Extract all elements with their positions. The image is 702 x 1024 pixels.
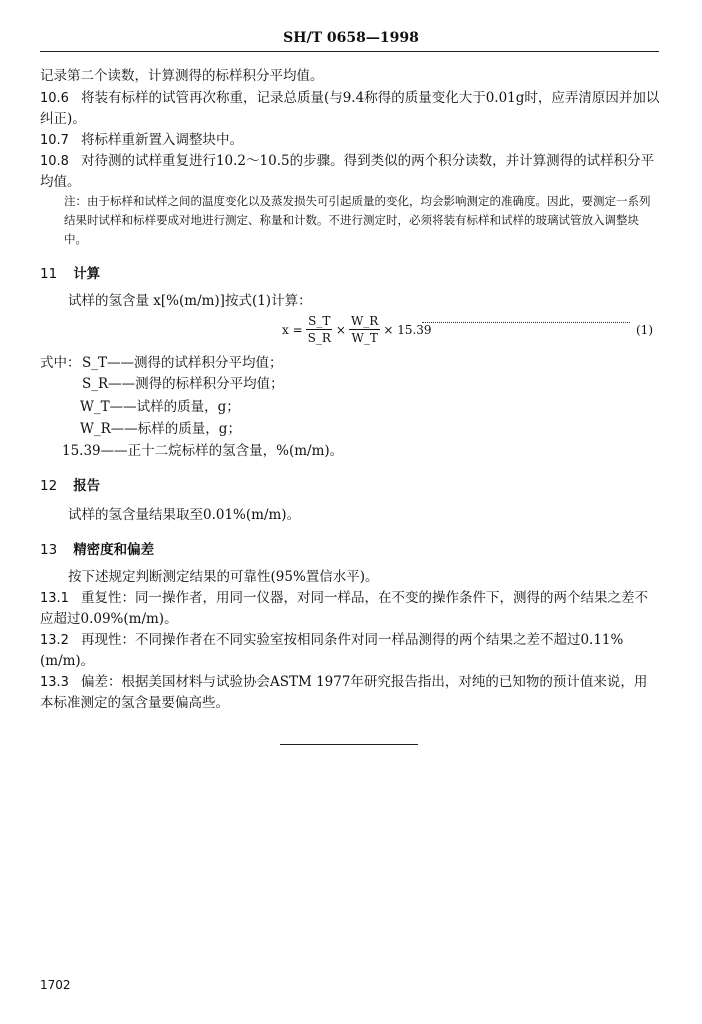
fraction-s <box>306 313 333 346</box>
clause-13-1 <box>40 588 660 630</box>
variable-def-sr <box>82 374 284 395</box>
clause-number: 13.1 <box>40 591 69 606</box>
clause-number: 13.2 <box>40 633 69 648</box>
clause-10-6 <box>40 88 660 130</box>
section-11-heading <box>40 262 100 282</box>
report-text: 试样的氢含量结果取至0.01%(m/m)。 <box>68 507 301 523</box>
formula-1 <box>282 313 432 346</box>
section-12-heading <box>40 474 100 494</box>
variable-description: ——试样的质量，g； <box>109 399 240 415</box>
section-title: 报告 <box>73 478 101 494</box>
fraction-denominator: W_T <box>351 331 378 345</box>
section-13-heading <box>40 538 154 558</box>
clause-text: 将标样重新置入调整块中。 <box>80 132 243 148</box>
variable-def-constant <box>62 441 343 462</box>
note-paragraph: 注：由于标样和试样之间的温度变化以及蒸发损失可引起质量的变化，均会影响测定的准确度。因此，要测定一系列结果时试样和标样要成对地进行测定、称量和计数。不进行测定时，必须将装有标样和试样的玻璃试管放入调整块中。 <box>64 194 651 246</box>
calculation-intro: 试样的氢含量 x[%(m/m)]按式(1)计算： <box>68 293 312 309</box>
variable-description: ——测得的试样积分平均值； <box>107 355 283 371</box>
equation-number: (1) <box>636 323 653 337</box>
page-number: 1702 <box>40 978 71 992</box>
clause-10-7 <box>40 130 660 151</box>
variable-def-st <box>82 353 283 374</box>
variable-def-wt <box>80 397 240 418</box>
clause-text: 将装有标样的试管再次称重，记录总质量(与9.4称得的质量变化大于0.01g时，应弄清原因并加以纠正)。 <box>40 90 660 127</box>
clause-number: 10.7 <box>40 133 69 148</box>
clause-text: 重复性：同一操作者，用同一仪器，对同一样品，在不变的操作条件下，测得的两个结果之差不应超过0.09%(m/m)。 <box>40 590 648 627</box>
variable-description: ——测得的标样积分平均值； <box>108 376 284 392</box>
clause-text: 偏差：根据美国材料与试验协会ASTM 1977年研究报告指出，对纯的已知物的预计值来说，用本标准测定的氢含量要偏高些。 <box>40 674 648 711</box>
section-title: 计算 <box>73 266 101 282</box>
formula-lhs: x = <box>282 322 303 337</box>
variable-symbol: 15.39 <box>62 443 101 459</box>
variable-symbol: W_T <box>80 399 110 415</box>
document-header: SH/T 0658—1998 <box>283 30 419 46</box>
clause-10-8 <box>40 151 660 193</box>
clause-number: 10.6 <box>40 91 69 106</box>
variable-def-wr <box>80 419 241 440</box>
end-of-document-rule <box>280 744 418 745</box>
times-sign: × <box>335 322 346 337</box>
fraction-denominator: S_R <box>307 331 331 345</box>
clause-13-3 <box>40 672 660 714</box>
fraction-numerator: W_R <box>350 314 379 328</box>
where-label: 式中： <box>40 355 81 371</box>
clause-number: 13.3 <box>40 675 69 690</box>
variable-description: ——正十二烷标样的氢含量，%(m/m)。 <box>100 443 344 459</box>
clause-text: 再现性：不同操作者在不同实验室按相同条件对同一样品测得的两个结果之差不超过0.11%(m/m)。 <box>40 632 624 669</box>
clause-number: 10.8 <box>40 154 69 169</box>
section-number: 11 <box>40 266 58 282</box>
variable-description: ——标样的质量，g； <box>110 421 241 437</box>
section-title: 精密度和偏差 <box>73 542 155 558</box>
variable-symbol: W_R <box>80 421 111 437</box>
variable-symbol: S_T <box>82 355 108 371</box>
variable-symbol: S_R <box>82 376 109 392</box>
clause-text: 对待测的试样重复进行10.2～10.5的步骤。得到类似的两个积分读数，并计算测得的试样积分平均值。 <box>40 153 655 190</box>
precision-intro: 按下述规定判断测定结果的可靠性(95%置信水平)。 <box>68 569 379 585</box>
section-number: 12 <box>40 478 58 494</box>
paragraph-continuation: 记录第二个读数，计算测得的标样积分平均值。 <box>40 68 324 84</box>
section-number: 13 <box>40 542 58 558</box>
header-rule <box>40 51 659 52</box>
dot-leader <box>422 322 630 323</box>
fraction-w <box>349 313 380 346</box>
fraction-numerator: S_T <box>308 314 331 328</box>
clause-13-2 <box>40 630 660 672</box>
formula-constant: × 15.39 <box>383 322 432 337</box>
